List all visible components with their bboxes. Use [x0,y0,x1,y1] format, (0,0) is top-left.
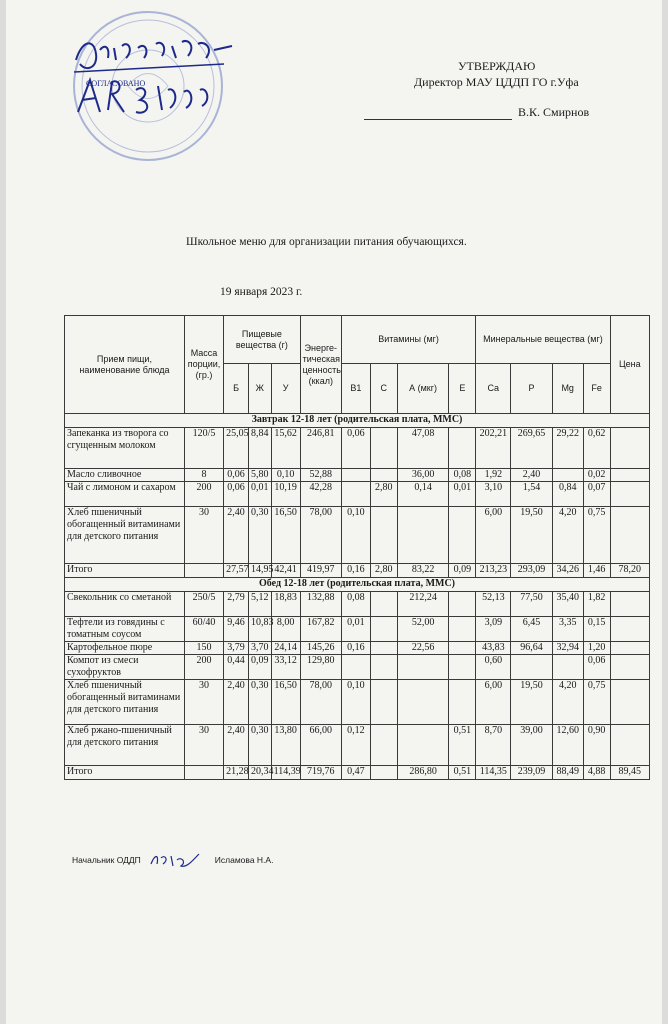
value-cell-u: 10,19 [271,482,300,507]
value-cell-a: 22,56 [397,642,449,655]
dish-name: Картофельное пюре [65,642,185,655]
value-cell-ca: 8,70 [476,725,511,766]
dish-name: Тефтели из говядины с томатным соусом [65,617,185,642]
total-cell-mg: 88,49 [552,766,583,780]
price-cell [610,642,649,655]
value-cell-zh: 0,01 [248,482,271,507]
value-cell-en: 78,00 [300,507,341,564]
menu-body [65,414,650,780]
value-cell-c [370,680,397,725]
header-a: А (мкг) [397,364,449,414]
signature-line [364,119,512,120]
price-cell [610,725,649,766]
value-cell-p: 1,54 [511,482,552,507]
header-b: Б [224,364,249,414]
value-cell-e: 0,08 [449,469,476,482]
price-cell [610,655,649,680]
value-cell-u: 15,62 [271,428,300,469]
value-cell-e [449,642,476,655]
value-cell-b: 2,40 [224,507,249,564]
value-cell-ca: 1,92 [476,469,511,482]
price-cell [610,617,649,642]
value-cell-mg: 4,20 [552,507,583,564]
price-cell [610,428,649,469]
portion-cell: 200 [184,482,223,507]
header-portion: Масса порции, (гр.) [184,316,223,414]
approval-name: В.К. Смирнов [518,105,590,119]
value-cell-mg: 35,40 [552,592,583,617]
value-cell-en: 246,81 [300,428,341,469]
total-cell-zh: 14,95 [248,564,271,578]
value-cell-ca: 3,10 [476,482,511,507]
value-cell-ca: 43,83 [476,642,511,655]
portion-cell: 60/40 [184,617,223,642]
value-cell-zh: 0,30 [248,680,271,725]
total-cell-c [370,766,397,780]
header-ca: Ca [476,364,511,414]
total-cell-e: 0,51 [449,766,476,780]
value-cell-en: 52,88 [300,469,341,482]
portion-cell: 120/5 [184,428,223,469]
value-cell-a: 212,24 [397,592,449,617]
price-cell [610,507,649,564]
value-cell-b: 2,40 [224,725,249,766]
value-cell-ca: 3,09 [476,617,511,642]
total-cell-a: 286,80 [397,766,449,780]
value-cell-en: 132,88 [300,592,341,617]
total-cell-fe: 4,88 [583,766,610,780]
value-cell-en: 78,00 [300,680,341,725]
portion-cell: 200 [184,655,223,680]
value-cell-e: 0,51 [449,725,476,766]
total-cell-c: 2,80 [370,564,397,578]
header-meal: Прием пищи, наименование блюда [65,316,185,414]
section-title: Завтрак 12-18 лет (родительская плата, ММС) [65,414,650,428]
table-row [65,482,650,507]
value-cell-en: 167,82 [300,617,341,642]
value-cell-c [370,507,397,564]
value-cell-fe: 1,82 [583,592,610,617]
value-cell-e [449,655,476,680]
total-portion-cell [184,766,223,780]
price-cell [610,592,649,617]
value-cell-a [397,655,449,680]
header-energy: Энерге-тическая ценность (ккал) [300,316,341,414]
value-cell-c [370,642,397,655]
value-cell-u: 16,50 [271,680,300,725]
value-cell-en: 66,00 [300,725,341,766]
value-cell-fe: 0,07 [583,482,610,507]
header-u: У [271,364,300,414]
total-row [65,564,650,578]
value-cell-zh: 0,30 [248,725,271,766]
section-header [65,414,650,428]
total-cell-b: 27,57 [224,564,249,578]
value-cell-b1 [341,469,370,482]
header-nutrients: Пищевые вещества (г) [224,316,300,364]
value-cell-en: 129,80 [300,655,341,680]
value-cell-c [370,617,397,642]
section-title: Обед 12-18 лет (родительская плата, ММС) [65,578,650,592]
value-cell-b: 0,06 [224,469,249,482]
dish-name: Запеканка из творога со сгущенным молоком [65,428,185,469]
value-cell-b1: 0,01 [341,617,370,642]
footer-signature-mark [147,850,207,870]
value-cell-e: 0,01 [449,482,476,507]
value-cell-mg [552,469,583,482]
table-row [65,642,650,655]
value-cell-fe: 0,02 [583,469,610,482]
value-cell-p: 77,50 [511,592,552,617]
table-row [65,680,650,725]
value-cell-b: 2,40 [224,680,249,725]
value-cell-u: 24,14 [271,642,300,655]
portion-cell: 30 [184,507,223,564]
value-cell-zh: 8,84 [248,428,271,469]
total-cell-price: 78,20 [610,564,649,578]
table-row [65,592,650,617]
price-cell [610,482,649,507]
portion-cell: 150 [184,642,223,655]
value-cell-b1: 0,08 [341,592,370,617]
total-cell-a: 83,22 [397,564,449,578]
approval-signature [64,20,234,120]
total-portion-cell [184,564,223,578]
value-cell-fe: 0,75 [583,507,610,564]
value-cell-u: 13,80 [271,725,300,766]
dish-name: Хлеб ржано-пшеничный для детского питания [65,725,185,766]
value-cell-fe: 1,20 [583,642,610,655]
table-row [65,469,650,482]
value-cell-fe: 0,62 [583,428,610,469]
value-cell-e [449,617,476,642]
header-c: С [370,364,397,414]
total-cell-en: 719,76 [300,766,341,780]
value-cell-b: 2,79 [224,592,249,617]
value-cell-u: 18,83 [271,592,300,617]
agreed-label: СОГЛАСОВАНО [86,79,146,88]
value-cell-mg: 3,35 [552,617,583,642]
value-cell-p: 19,50 [511,507,552,564]
value-cell-p [511,655,552,680]
value-cell-fe: 0,06 [583,655,610,680]
value-cell-u: 0,10 [271,469,300,482]
document-date: 19 января 2023 г. [220,286,303,298]
approval-block [386,58,636,120]
price-cell [610,469,649,482]
total-label: Итого [65,564,185,578]
value-cell-zh: 10,83 [248,617,271,642]
document-title: Школьное меню для организации питания обучающихся. [186,236,467,248]
value-cell-p: 2,40 [511,469,552,482]
section-header [65,578,650,592]
dish-name: Хлеб пшеничный обогащенный витаминами для детского питания [65,680,185,725]
value-cell-zh: 3,70 [248,642,271,655]
value-cell-p: 39,00 [511,725,552,766]
value-cell-ca: 6,00 [476,507,511,564]
total-cell-mg: 34,26 [552,564,583,578]
value-cell-ca: 6,00 [476,680,511,725]
value-cell-c [370,725,397,766]
value-cell-u: 8,00 [271,617,300,642]
value-cell-fe: 0,90 [583,725,610,766]
value-cell-c [370,428,397,469]
dish-name: Компот из смеси сухофруктов [65,655,185,680]
dish-name: Масло сливочное [65,469,185,482]
value-cell-mg: 0,84 [552,482,583,507]
value-cell-mg: 4,20 [552,680,583,725]
document-page [6,0,662,1024]
value-cell-e [449,428,476,469]
value-cell-mg: 12,60 [552,725,583,766]
total-cell-p: 293,09 [511,564,552,578]
value-cell-b1: 0,10 [341,680,370,725]
header-fe: Fe [583,364,610,414]
value-cell-p: 6,45 [511,617,552,642]
portion-cell: 30 [184,725,223,766]
value-cell-a: 52,00 [397,617,449,642]
value-cell-b: 0,06 [224,482,249,507]
value-cell-en: 42,28 [300,482,341,507]
header-e: Е [449,364,476,414]
value-cell-a: 0,14 [397,482,449,507]
table-row [65,617,650,642]
value-cell-zh: 0,30 [248,507,271,564]
table-row [65,428,650,469]
total-cell-fe: 1,46 [583,564,610,578]
value-cell-e [449,680,476,725]
value-cell-u: 33,12 [271,655,300,680]
total-cell-b1: 0,47 [341,766,370,780]
header-b1: В1 [341,364,370,414]
value-cell-en: 145,26 [300,642,341,655]
table-row [65,725,650,766]
value-cell-c: 2,80 [370,482,397,507]
value-cell-mg: 29,22 [552,428,583,469]
value-cell-p: 269,65 [511,428,552,469]
total-label: Итого [65,766,185,780]
header-zh: Ж [248,364,271,414]
value-cell-a: 47,08 [397,428,449,469]
total-cell-e: 0,09 [449,564,476,578]
value-cell-a [397,725,449,766]
value-cell-b: 3,79 [224,642,249,655]
value-cell-a [397,507,449,564]
value-cell-p: 96,64 [511,642,552,655]
value-cell-ca: 52,13 [476,592,511,617]
approval-position: Директор МАУ ЦДДП ГО г.Уфа [414,75,579,89]
total-cell-u: 114,39 [271,766,300,780]
value-cell-zh: 5,80 [248,469,271,482]
value-cell-a: 36,00 [397,469,449,482]
footer-position: Начальник ОДДП [72,855,141,865]
portion-cell: 8 [184,469,223,482]
total-cell-p: 239,09 [511,766,552,780]
value-cell-fe: 0,75 [583,680,610,725]
value-cell-c [370,655,397,680]
header-minerals: Минеральные вещества (мг) [476,316,610,364]
total-cell-ca: 213,23 [476,564,511,578]
value-cell-u: 16,50 [271,507,300,564]
value-cell-b1 [341,482,370,507]
total-cell-en: 419,97 [300,564,341,578]
value-cell-e [449,507,476,564]
value-cell-e [449,592,476,617]
header-p: P [511,364,552,414]
value-cell-b1: 0,10 [341,507,370,564]
table-row [65,655,650,680]
menu-table [64,315,650,780]
value-cell-mg [552,655,583,680]
portion-cell: 30 [184,680,223,725]
total-cell-u: 42,41 [271,564,300,578]
value-cell-c [370,469,397,482]
value-cell-b: 0,44 [224,655,249,680]
value-cell-zh: 5,12 [248,592,271,617]
header-mg: Mg [552,364,583,414]
value-cell-b: 25,05 [224,428,249,469]
value-cell-b: 9,46 [224,617,249,642]
total-cell-zh: 20,34 [248,766,271,780]
header-vitamins: Витамины (мг) [341,316,475,364]
total-cell-price: 89,45 [610,766,649,780]
value-cell-ca: 202,21 [476,428,511,469]
total-cell-b: 21,28 [224,766,249,780]
value-cell-p: 19,50 [511,680,552,725]
footer-signature [72,850,273,870]
value-cell-a [397,680,449,725]
dish-name: Свекольник со сметаной [65,592,185,617]
value-cell-zh: 0,09 [248,655,271,680]
value-cell-mg: 32,94 [552,642,583,655]
dish-name: Хлеб пшеничный обогащенный витаминами для детского питания [65,507,185,564]
value-cell-b1 [341,655,370,680]
approval-title: УТВЕРЖДАЮ [458,59,536,73]
value-cell-ca: 0,60 [476,655,511,680]
dish-name: Чай с лимоном и сахаром [65,482,185,507]
price-cell [610,680,649,725]
footer-name: Исламова Н.А. [214,855,274,865]
table-row [65,507,650,564]
value-cell-c [370,592,397,617]
portion-cell: 250/5 [184,592,223,617]
total-cell-ca: 114,35 [476,766,511,780]
value-cell-b1: 0,06 [341,428,370,469]
value-cell-b1: 0,12 [341,725,370,766]
total-cell-b1: 0,16 [341,564,370,578]
total-row [65,766,650,780]
value-cell-fe: 0,15 [583,617,610,642]
value-cell-b1: 0,16 [341,642,370,655]
header-price: Цена [610,316,649,414]
